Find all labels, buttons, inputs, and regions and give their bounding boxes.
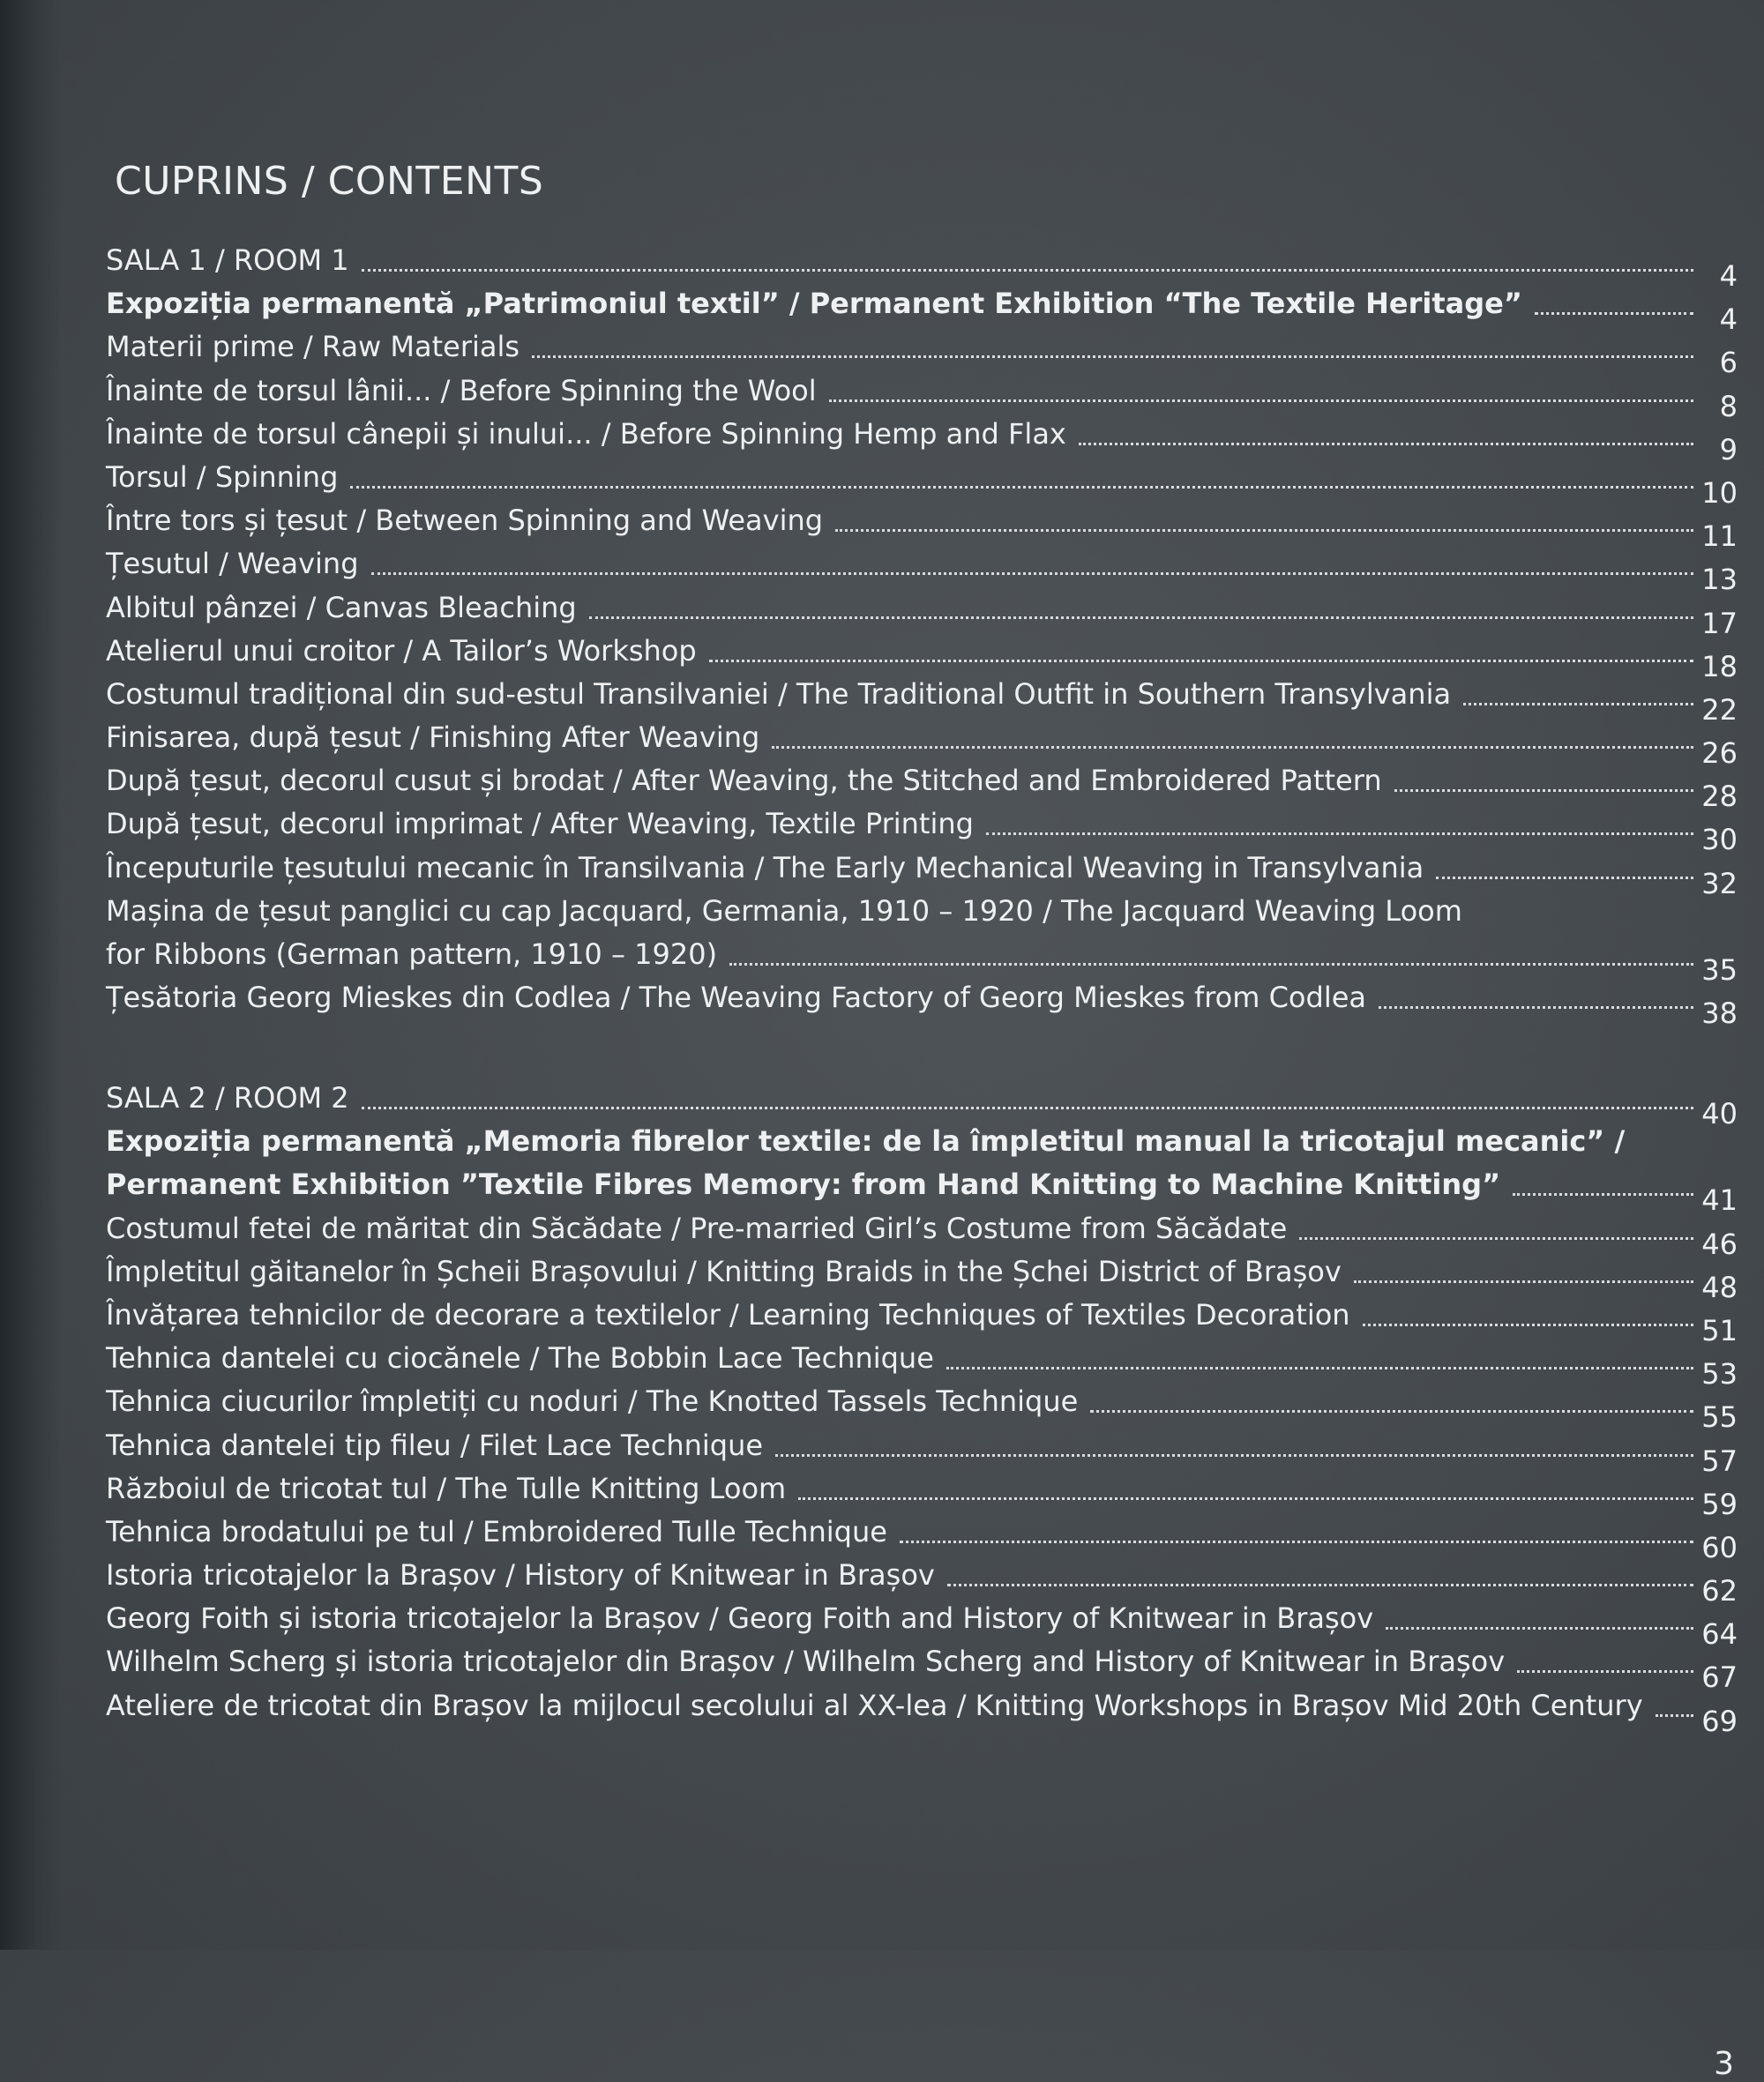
dot-leader: [1354, 1280, 1693, 1283]
dot-leader: [835, 529, 1693, 532]
toc-entry-page: 26: [1701, 736, 1738, 771]
dot-leader: [371, 572, 1693, 575]
dot-leader: [1079, 443, 1693, 445]
book-spine-shadow: [0, 0, 62, 1950]
toc-entry: [106, 459, 1738, 510]
toc-entry-page: 10: [1701, 475, 1738, 510]
dot-leader: [829, 399, 1693, 402]
room-2-section: [106, 1080, 1738, 1738]
toc-entry-title: Mașina de țesut panglici cu cap Jacquard, Germania, 1910 – 1920 / The Jacquard Weaving Loom: [106, 893, 1462, 928]
toc-entry-page: 41: [1701, 1183, 1738, 1218]
dot-leader: [1363, 1324, 1693, 1326]
toc-entry-page: 51: [1701, 1313, 1738, 1347]
toc-entry: [106, 329, 1738, 380]
toc-entry-title: Albitul pânzei / Canvas Bleaching: [106, 590, 577, 624]
toc-entry-page: 11: [1701, 519, 1738, 554]
toc-entry: [106, 806, 1738, 857]
toc-entry: [106, 893, 1729, 937]
toc-entry-page: 60: [1701, 1530, 1738, 1564]
toc-entry-page: 48: [1701, 1270, 1738, 1304]
toc-entry-page: 40: [1701, 1097, 1738, 1131]
toc-entry-page: 22: [1701, 692, 1738, 727]
toc-entry: [106, 373, 1738, 423]
toc-entry-page: 62: [1701, 1574, 1738, 1608]
dot-leader: [947, 1584, 1693, 1586]
toc-entry-page: 6: [1719, 346, 1738, 380]
toc-entry-page: 18: [1701, 649, 1738, 683]
dot-leader: [1463, 703, 1693, 705]
dot-leader: [946, 1367, 1693, 1369]
room-1-section: [106, 243, 1738, 1031]
toc-entry-title: SALA 2 / ROOM 2: [106, 1081, 349, 1115]
dot-leader: [709, 660, 1693, 662]
toc-entry: [106, 1428, 1738, 1478]
page-title: CUPRINS / CONTENTS: [115, 159, 544, 204]
toc-entry-page: 38: [1701, 996, 1738, 1031]
toc-entry-page: 57: [1701, 1444, 1738, 1478]
dot-leader: [798, 1497, 1693, 1500]
toc-entry-title: Împletitul găitanelor în Șcheii Brașovului / Knitting Braids in the Șchei District of Brașov: [106, 1254, 1342, 1288]
toc-entry: [106, 1471, 1738, 1521]
dot-leader: [1436, 877, 1693, 879]
toc-entry: [106, 546, 1738, 597]
toc-entry-page: 9: [1719, 432, 1738, 466]
toc-entry-page: 46: [1701, 1227, 1738, 1261]
toc-entry: [106, 937, 1738, 987]
toc-entry-page: 69: [1701, 1704, 1738, 1738]
toc-entry-title: Istoria tricotajelor la Brașov / History of Knitwear in Brașov: [106, 1558, 935, 1593]
toc-entry: [106, 243, 1738, 293]
toc-entry: [106, 1384, 1738, 1435]
toc-entry-title: Războiul de tricotat tul / The Tulle Knitting Loom: [106, 1471, 787, 1505]
dot-leader: [1386, 1627, 1693, 1630]
toc-entry-title: Permanent Exhibition ”Textile Fibres Memory: from Hand Knitting to Machine Knitting”: [106, 1168, 1501, 1202]
toc-entry-title: Țesătoria Georg Mieskes din Codlea / The Weaving Factory of Georg Mieskes from Codlea: [106, 981, 1366, 1015]
toc-entry: [106, 633, 1738, 683]
toc-entry-page: 4: [1719, 302, 1738, 337]
toc-entry-title: for Ribbons (German pattern, 1910 – 1920): [106, 937, 718, 971]
toc-entry: [106, 850, 1738, 900]
toc-entry: [106, 590, 1738, 640]
toc-entry-title: Înainte de torsul cânepii și inului... / Before Spinning Hemp and Flax: [106, 416, 1066, 451]
toc-entry-page: 67: [1701, 1660, 1738, 1695]
toc-entry: [106, 1211, 1738, 1261]
toc-entry-title: Tehnica dantelei tip fileu / Filet Lace Technique: [106, 1428, 764, 1462]
toc-entry-page: 8: [1719, 389, 1738, 423]
toc-entry-title: Țesutul / Weaving: [106, 547, 359, 581]
toc-entry-page: 4: [1719, 259, 1738, 293]
dot-leader: [986, 832, 1693, 835]
toc-entry: [106, 1688, 1738, 1738]
toc-entry-title: Georg Foith și istoria tricotajelor la Brașov / Georg Foith and History of Knitwear in Brașov: [106, 1601, 1374, 1636]
toc-entry-page: 64: [1701, 1617, 1738, 1652]
dot-leader: [362, 269, 1693, 272]
toc-entry-title: Torsul / Spinning: [106, 459, 339, 494]
toc-entry-title: Finisarea, după țesut / Finishing After Weaving: [106, 720, 760, 755]
dot-leader: [775, 1454, 1693, 1457]
toc-entry: [106, 1644, 1738, 1695]
dot-leader: [350, 486, 1693, 489]
toc-entry-page: 30: [1701, 823, 1738, 857]
toc-entry-title: Expoziția permanentă „Memoria fibrelor textile: de la împletitul manual la tricotajul mecanic” /: [106, 1124, 1626, 1159]
toc-entry: [106, 1297, 1738, 1347]
toc-entry: [106, 676, 1738, 727]
toc-entry-page: 35: [1701, 953, 1738, 987]
toc-entry-title: Expoziția permanentă „Patrimoniul textil” / Permanent Exhibition “The Textile Heritage”: [106, 287, 1522, 321]
toc-entry-page: 59: [1701, 1487, 1738, 1521]
dot-leader: [362, 1107, 1693, 1109]
toc-entry: [106, 1123, 1729, 1167]
toc-entry-title: După țesut, decorul imprimat / After Weaving, Textile Printing: [106, 807, 974, 841]
toc-entry-title: Costumul fetei de măritat din Săcădate / Pre-married Girl’s Costume from Săcădate: [106, 1211, 1288, 1245]
toc-entry: [106, 1080, 1738, 1131]
toc-entry: [106, 286, 1738, 337]
toc-entry-title: Costumul tradițional din sud-estul Transilvaniei / The Traditional Outfit in Southern Transylvania: [106, 676, 1452, 711]
toc-entry-title: SALA 1 / ROOM 1: [106, 243, 349, 277]
toc-entry-page: 13: [1701, 563, 1738, 597]
dot-leader: [1090, 1410, 1693, 1413]
dot-leader: [589, 616, 1693, 619]
toc-entry: [106, 980, 1738, 1031]
toc-entry-page: 17: [1701, 606, 1738, 640]
toc-entry-page: 28: [1701, 780, 1738, 814]
toc-entry-page: 32: [1701, 866, 1738, 900]
dot-leader: [1535, 312, 1693, 315]
dot-leader: [900, 1541, 1693, 1543]
toc-entry: [106, 1557, 1738, 1608]
dot-leader: [532, 355, 1693, 358]
dot-leader: [1299, 1237, 1693, 1240]
toc-entry: [106, 1254, 1738, 1304]
dot-leader: [1517, 1670, 1693, 1673]
toc-entry: [106, 416, 1738, 466]
toc-entry: [106, 763, 1738, 814]
toc-entry-title: Învățarea tehnicilor de decorare a textilelor / Learning Techniques of Textiles Decoration: [106, 1297, 1350, 1332]
dot-leader: [1394, 789, 1693, 792]
toc-entry-title: Ateliere de tricotat din Brașov la mijlocul secolului al XX-lea / Knitting Workshops in Brașov Mid 20th Century: [106, 1688, 1643, 1722]
toc-entry-title: După țesut, decorul cusut și brodat / After Weaving, the Stitched and Embroidered Pattern: [106, 764, 1382, 798]
toc-entry: [106, 1601, 1738, 1652]
toc-entry-title: Wilhelm Scherg și istoria tricotajelor din Brașov / Wilhelm Scherg and History of Knitwear in Brașov: [106, 1645, 1506, 1679]
toc-entry: [106, 503, 1738, 554]
dot-leader: [729, 963, 1693, 966]
toc-entry: [106, 1514, 1738, 1564]
toc-entry-title: Materii prime / Raw Materials: [106, 330, 520, 364]
dot-leader: [1379, 1006, 1693, 1009]
toc-entry-page: 53: [1701, 1357, 1738, 1392]
toc-entry-title: Tehnica dantelei cu ciocănele / The Bobbin Lace Technique: [106, 1341, 934, 1376]
toc-entry-title: Înainte de torsul lânii... / Before Spinning the Wool: [106, 373, 817, 407]
dot-leader: [1513, 1193, 1693, 1196]
toc-entry: [106, 1340, 1738, 1392]
toc-entry: [106, 1167, 1738, 1218]
page-number: 3: [1714, 2046, 1734, 2082]
toc-entry-title: Atelierul unui croitor / A Tailor’s Workshop: [106, 633, 697, 668]
toc-entry-title: Începuturile țesutului mecanic în Transilvania / The Early Mechanical Weaving in Transylvania: [106, 850, 1424, 884]
toc-entry: [106, 720, 1738, 771]
toc-entry-title: Între tors și țesut / Between Spinning and Weaving: [106, 504, 824, 538]
toc-entry-page: 55: [1701, 1400, 1738, 1435]
toc-entry-title: Tehnica brodatului pe tul / Embroidered Tulle Technique: [106, 1514, 887, 1548]
dot-leader: [772, 746, 1693, 749]
toc-entry-title: Tehnica ciucurilor împletiți cu noduri / The Knotted Tassels Technique: [106, 1384, 1079, 1419]
